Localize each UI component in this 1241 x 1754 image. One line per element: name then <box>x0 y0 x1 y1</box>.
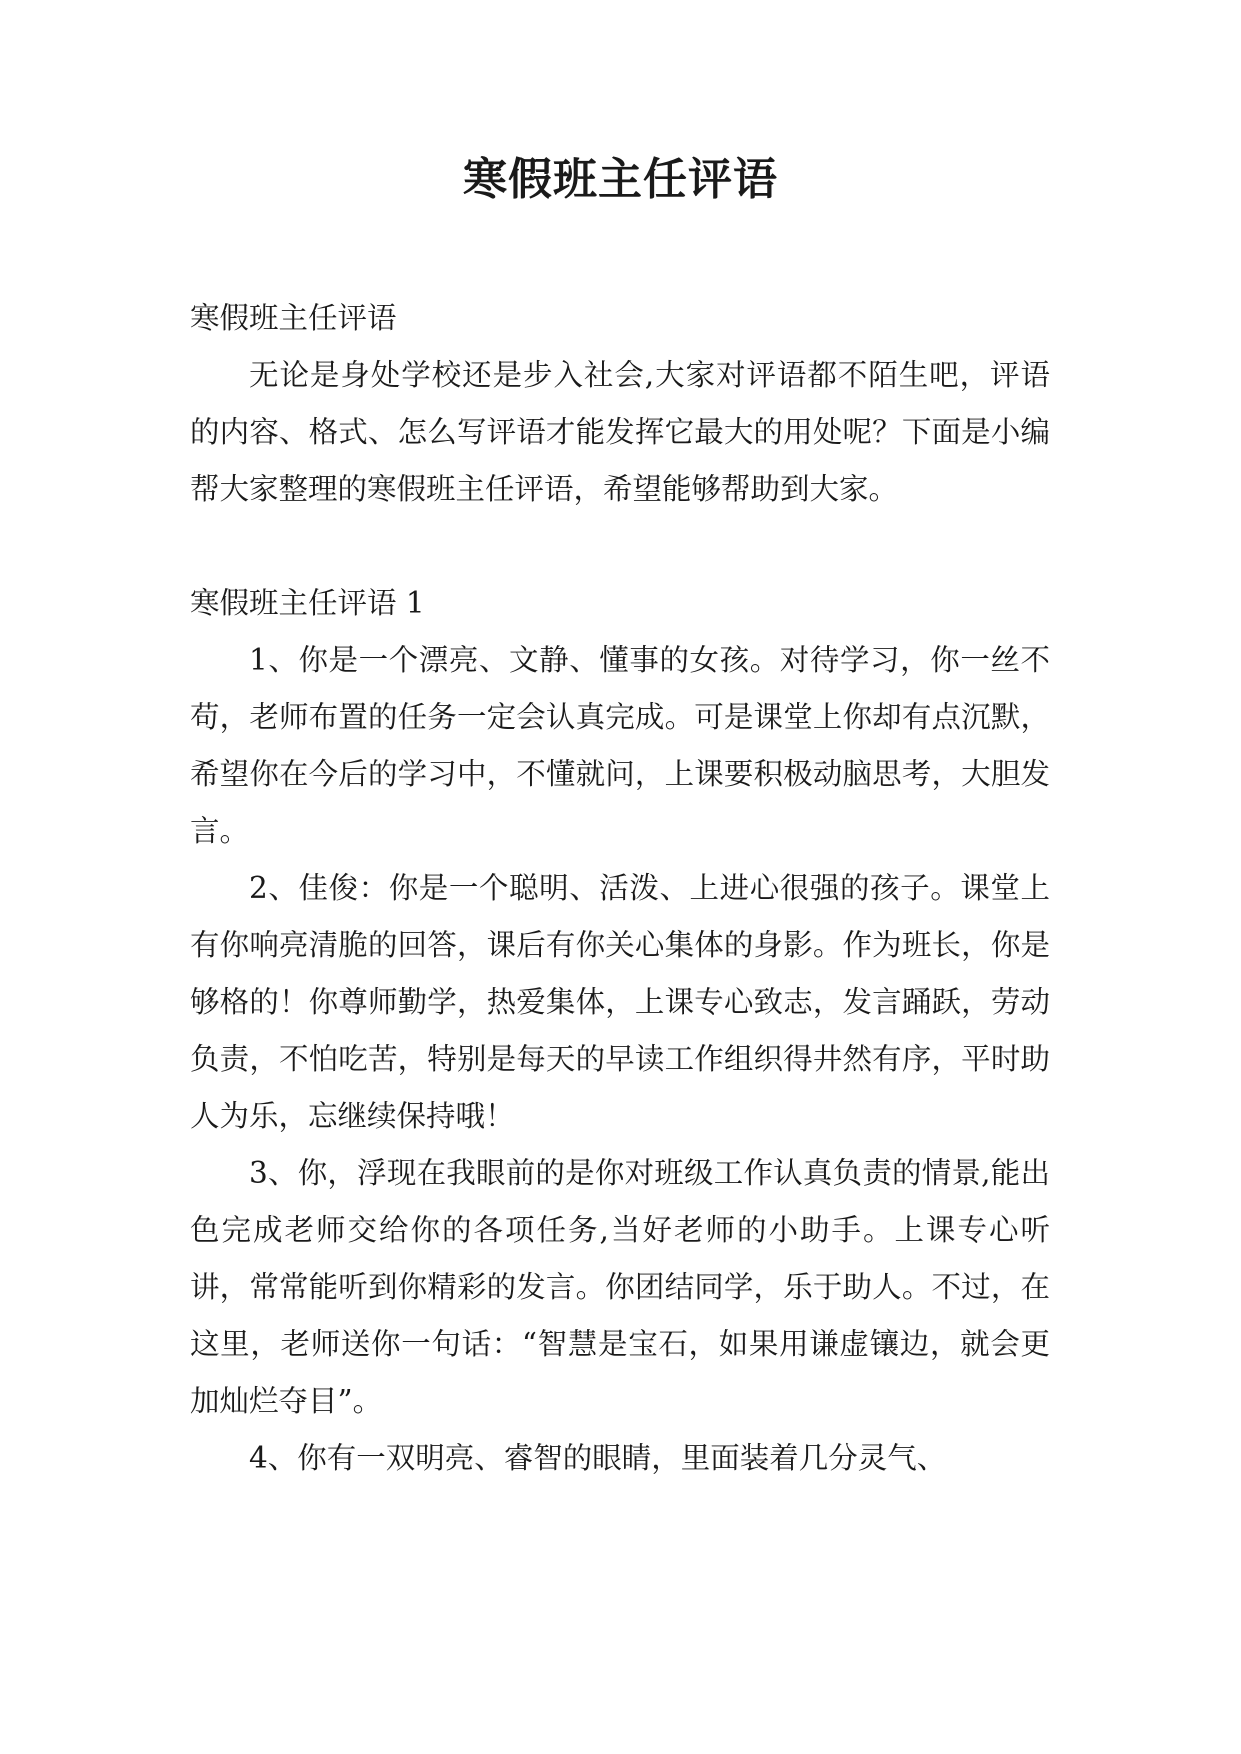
comment-item-1: 1、你是一个漂亮、文静、懂事的女孩。对待学习，你一丝不苟，老师布置的任务一定会认真完成。可是课堂上你却有点沉默，希望你在今后的学习中，不懂就问，上课要积极动脑思考，大胆发言。 <box>190 643 1050 848</box>
comment-item-2: 2、佳俊：你是一个聪明、活泼、上进心很强的孩子。课堂上有你响亮清脆的回答，课后有你关心集体的身影。作为班长，你是够格的！你尊师勤学，热爱集体，上课专心致志，发言踊跃，劳动负责，不怕吃苦，特别是每天的早读工作组织得井然有序，平时助人为乐，忘继续保持哦！ <box>190 871 1050 1133</box>
document-body <box>190 290 1050 1487</box>
comment-item-4: 4、你有一双明亮、睿智的眼睛，里面装着几分灵气、 <box>249 1441 947 1475</box>
section-heading: 寒假班主任评语 1 <box>190 586 425 620</box>
comment-item-3: 3、你，浮现在我眼前的是你对班级工作认真负责的情景,能出色完成老师交给你的各项任务,当好老师的小助手。上课专心听讲，常常能听到你精彩的发言。你团结同学，乐于助人。不过，在这里，老师送你一句话：“智慧是宝石，如果用谦虚镶边，就会更加灿烂夺目”。 <box>190 1156 1050 1418</box>
subtitle: 寒假班主任评语 <box>190 301 397 335</box>
intro-paragraph: 无论是身处学校还是步入社会,大家对评语都不陌生吧，评语的内容、格式、怎么写评语才能发挥它最大的用处呢？下面是小编帮大家整理的寒假班主任评语，希望能够帮助到大家。 <box>190 358 1050 506</box>
document-title: 寒假班主任评语 <box>463 154 778 205</box>
